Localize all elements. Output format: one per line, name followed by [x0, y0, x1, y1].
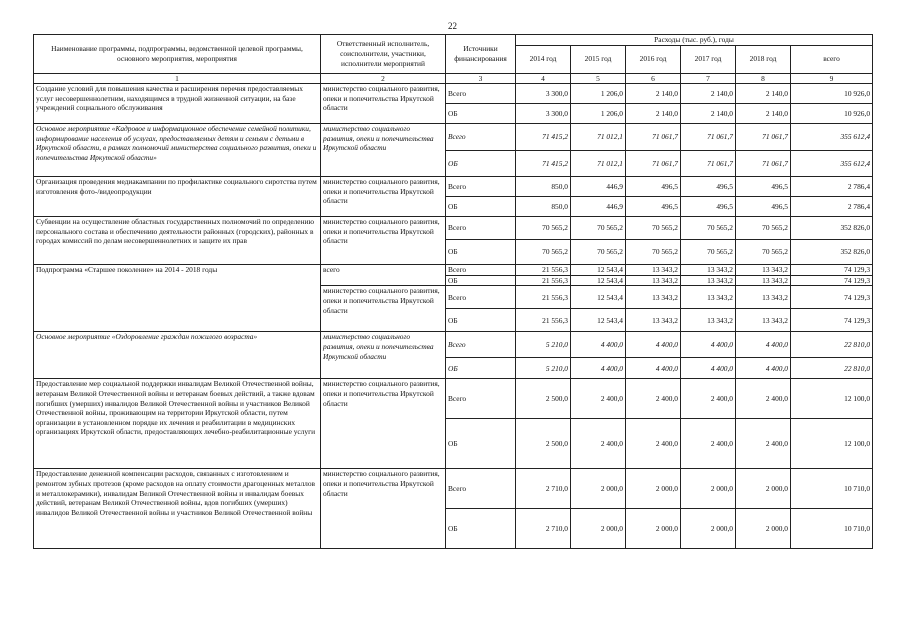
executor: министерство социального развития, опеки и попечительства Иркутской области	[321, 124, 446, 177]
column-index: 4	[516, 73, 571, 84]
executor: министерство социального развития, опеки и попечительства Иркутской области	[321, 379, 446, 469]
amount-2014: 2 500,0	[516, 379, 571, 419]
amount-2015: 2 400,0	[571, 419, 626, 469]
executor: министерство социального развития, опеки и попечительства Иркутской области	[321, 286, 446, 332]
amount-2016: 2 400,0	[626, 379, 681, 419]
amount-2018: 13 343,2	[736, 275, 791, 286]
amount-total: 355 612,4	[791, 151, 873, 177]
amount-total: 355 612,4	[791, 124, 873, 151]
column-index: 1	[34, 73, 321, 84]
amount-2018: 2 400,0	[736, 379, 791, 419]
header-name: Наименование программы, подпрограммы, ведомственной целевой программы, основного мероприятия, мероприятия	[34, 35, 321, 74]
amount-total: 22 810,0	[791, 358, 873, 379]
amount-2014: 2 710,0	[516, 469, 571, 509]
amount-2015: 4 400,0	[571, 332, 626, 358]
amount-2016: 4 400,0	[626, 358, 681, 379]
amount-2017: 496,5	[681, 197, 736, 217]
amount-2016: 70 565,2	[626, 217, 681, 240]
amount-2014: 21 556,3	[516, 286, 571, 309]
header-total: всего	[791, 45, 873, 73]
amount-2015: 1 206,0	[571, 104, 626, 124]
amount-2018: 71 061,7	[736, 151, 791, 177]
measure-name: Организация проведения медиакампании по профилактике социального сиротства путем изготовления фото-/видеопродукции	[34, 177, 321, 217]
amount-total: 12 100,0	[791, 419, 873, 469]
amount-2015: 2 400,0	[571, 379, 626, 419]
funding-source: Всего	[446, 265, 516, 276]
amount-2017: 13 343,2	[681, 309, 736, 332]
executor: министерство социального развития, опеки и попечительства Иркутской области	[321, 469, 446, 549]
amount-2017: 4 400,0	[681, 332, 736, 358]
measure-name: Основное мероприятие «Кадровое и информационное обеспечение семейной политики, информирование населения об услугах, предоставляемых детям и семьям с детьми в Иркутской области, в рамках полномочий министерства социального развития, опеки и попечительства Иркутской области»	[34, 124, 321, 177]
amount-2015: 12 543,4	[571, 286, 626, 309]
amount-total: 2 786,4	[791, 197, 873, 217]
amount-2015: 12 543,4	[571, 309, 626, 332]
amount-2015: 2 000,0	[571, 509, 626, 549]
funding-source: ОБ	[446, 197, 516, 217]
amount-2018: 71 061,7	[736, 124, 791, 151]
amount-total: 10 710,0	[791, 509, 873, 549]
amount-2014: 21 556,3	[516, 265, 571, 276]
amount-2014: 2 500,0	[516, 419, 571, 469]
amount-total: 74 129,3	[791, 275, 873, 286]
header-year: 2015 год	[571, 45, 626, 73]
amount-2017: 13 343,2	[681, 286, 736, 309]
subprogram-name: Подпрограмма «Старшее поколение» на 2014 - 2018 годы	[34, 265, 321, 332]
amount-total: 74 129,3	[791, 265, 873, 276]
column-index: 7	[681, 73, 736, 84]
amount-2014: 5 210,0	[516, 332, 571, 358]
table-row	[34, 177, 873, 197]
amount-2017: 496,5	[681, 177, 736, 197]
header-year: 2014 год	[516, 45, 571, 73]
amount-2018: 2 400,0	[736, 419, 791, 469]
funding-source: Всего	[446, 286, 516, 309]
header-year: 2017 год	[681, 45, 736, 73]
amount-2017: 70 565,2	[681, 217, 736, 240]
executor: министерство социального развития, опеки и попечительства Иркутской области	[321, 217, 446, 265]
page-number: 22	[448, 21, 457, 31]
column-index: 2	[321, 73, 446, 84]
amount-2014: 3 300,0	[516, 104, 571, 124]
table-row	[34, 84, 873, 104]
header-year: 2018 год	[736, 45, 791, 73]
amount-2018: 4 400,0	[736, 332, 791, 358]
amount-2016: 2 140,0	[626, 84, 681, 104]
column-index: 5	[571, 73, 626, 84]
amount-total: 352 826,0	[791, 240, 873, 265]
executor: министерство социального развития, опеки и попечительства Иркутской области	[321, 84, 446, 124]
executor: министерство социального развития, опеки и попечительства Иркутской области	[321, 332, 446, 379]
amount-total: 10 926,0	[791, 104, 873, 124]
amount-2014: 850,0	[516, 177, 571, 197]
table-row	[34, 124, 873, 151]
amount-total: 10 926,0	[791, 84, 873, 104]
funding-source: ОБ	[446, 104, 516, 124]
amount-2017: 4 400,0	[681, 358, 736, 379]
amount-2018: 70 565,2	[736, 240, 791, 265]
header-year: 2016 год	[626, 45, 681, 73]
amount-2015: 71 012,1	[571, 151, 626, 177]
amount-total: 74 129,3	[791, 309, 873, 332]
amount-total: 74 129,3	[791, 286, 873, 309]
amount-2017: 2 000,0	[681, 469, 736, 509]
amount-total: 22 810,0	[791, 332, 873, 358]
amount-2016: 2 000,0	[626, 509, 681, 549]
amount-2014: 2 710,0	[516, 509, 571, 549]
funding-source: ОБ	[446, 240, 516, 265]
amount-2015: 1 206,0	[571, 84, 626, 104]
amount-2017: 70 565,2	[681, 240, 736, 265]
amount-2015: 446,9	[571, 177, 626, 197]
funding-source: Всего	[446, 332, 516, 358]
amount-2017: 2 140,0	[681, 104, 736, 124]
amount-2017: 13 343,2	[681, 275, 736, 286]
measure-name: Предоставление денежной компенсации расходов, связанных с изготовлением и ремонтом зубных протезов (кроме расходов на оплату стоимости драгоценных металлов и металлокерамики), инвалидам Великой Отечественной войны и инвалидам боевых действий, ветеранам Великой Отечественной войны, вдов погибших (умерших) инвалидов Великой Отечественной войны и участников Великой Отечественной войны	[34, 469, 321, 549]
amount-2015: 12 543,4	[571, 275, 626, 286]
funding-source: Всего	[446, 469, 516, 509]
measure-name: Предоставление мер социальной поддержки инвалидам Великой Отечественной войны, ветеранам Великой Отечественной войны и ветеранам боевых действий, а также вдовам погибших (умерших) инвалидов Великой Отечественной войны и участников Великой Отечественной войны, проживающим на территории Иркутской области, путем организации в установленном порядке их лечения и реабилитации в медицинских организациях Иркутской области, предоставляющих лечебно-реабилитационные услуги	[34, 379, 321, 469]
amount-2017: 2 000,0	[681, 509, 736, 549]
funding-source: ОБ	[446, 509, 516, 549]
amount-2017: 2 400,0	[681, 419, 736, 469]
funding-source: Всего	[446, 84, 516, 104]
funding-source: ОБ	[446, 358, 516, 379]
column-index: 9	[791, 73, 873, 84]
amount-2016: 496,5	[626, 197, 681, 217]
amount-total: 12 100,0	[791, 379, 873, 419]
funding-source: Всего	[446, 124, 516, 151]
amount-2015: 71 012,1	[571, 124, 626, 151]
amount-2014: 71 415,2	[516, 124, 571, 151]
amount-2018: 2 000,0	[736, 509, 791, 549]
amount-2018: 2 140,0	[736, 84, 791, 104]
funding-source: ОБ	[446, 275, 516, 286]
header-executor: Ответственный исполнитель, соисполнители, участники, исполнители мероприятий	[321, 35, 446, 74]
amount-2016: 71 061,7	[626, 151, 681, 177]
amount-2018: 496,5	[736, 177, 791, 197]
executor: всего	[321, 265, 446, 286]
table-row	[34, 379, 873, 419]
expenses-table	[33, 34, 873, 549]
column-index: 8	[736, 73, 791, 84]
amount-2016: 71 061,7	[626, 124, 681, 151]
amount-2016: 13 343,2	[626, 265, 681, 276]
amount-total: 2 786,4	[791, 177, 873, 197]
amount-2018: 2 000,0	[736, 469, 791, 509]
amount-2014: 3 300,0	[516, 84, 571, 104]
amount-2015: 2 000,0	[571, 469, 626, 509]
amount-2015: 12 543,4	[571, 265, 626, 276]
amount-2016: 70 565,2	[626, 240, 681, 265]
amount-2014: 5 210,0	[516, 358, 571, 379]
amount-total: 10 710,0	[791, 469, 873, 509]
amount-2017: 2 140,0	[681, 84, 736, 104]
measure-name: Основное мероприятие «Оздоровление граждан пожилого возраста»	[34, 332, 321, 379]
funding-source: ОБ	[446, 151, 516, 177]
amount-2014: 21 556,3	[516, 309, 571, 332]
amount-2016: 2 400,0	[626, 419, 681, 469]
amount-2015: 446,9	[571, 197, 626, 217]
funding-source: ОБ	[446, 419, 516, 469]
amount-2018: 4 400,0	[736, 358, 791, 379]
amount-2018: 13 343,2	[736, 309, 791, 332]
amount-2017: 71 061,7	[681, 124, 736, 151]
amount-2018: 70 565,2	[736, 217, 791, 240]
amount-2016: 2 000,0	[626, 469, 681, 509]
amount-2016: 496,5	[626, 177, 681, 197]
amount-2015: 70 565,2	[571, 217, 626, 240]
column-index-row	[34, 73, 873, 84]
amount-2018: 496,5	[736, 197, 791, 217]
amount-2017: 13 343,2	[681, 265, 736, 276]
header-expenses: Расходы (тыс. руб.), годы	[516, 35, 873, 46]
amount-2014: 71 415,2	[516, 151, 571, 177]
funding-source: Всего	[446, 217, 516, 240]
amount-2016: 2 140,0	[626, 104, 681, 124]
column-index: 3	[446, 73, 516, 84]
amount-2014: 70 565,2	[516, 240, 571, 265]
amount-2015: 70 565,2	[571, 240, 626, 265]
amount-2018: 13 343,2	[736, 286, 791, 309]
column-index: 6	[626, 73, 681, 84]
table-row	[34, 217, 873, 240]
amount-2016: 13 343,2	[626, 309, 681, 332]
funding-source: ОБ	[446, 309, 516, 332]
amount-2017: 2 400,0	[681, 379, 736, 419]
amount-2015: 4 400,0	[571, 358, 626, 379]
amount-2016: 13 343,2	[626, 275, 681, 286]
measure-name: Создание условий для повышения качества и расширения перечня предоставляемых услуг несовершеннолетним, находящимся в трудной жизненной ситуации, на базе учреждений социального обслуживания	[34, 84, 321, 124]
measure-name: Субвенции на осуществление областных государственных полномочий по определению персонального состава и обеспечению деятельности районных (городских), районных в городах комиссий по делам несовершеннолетних и защите их прав	[34, 217, 321, 265]
amount-2016: 13 343,2	[626, 286, 681, 309]
amount-2018: 2 140,0	[736, 104, 791, 124]
amount-total: 352 826,0	[791, 217, 873, 240]
amount-2016: 4 400,0	[626, 332, 681, 358]
table-row	[34, 469, 873, 509]
executor: министерство социального развития, опеки и попечительства Иркутской области	[321, 177, 446, 217]
amount-2014: 21 556,3	[516, 275, 571, 286]
table-row	[34, 332, 873, 358]
header-source: Источники финансирования	[446, 35, 516, 74]
amount-2014: 70 565,2	[516, 217, 571, 240]
amount-2017: 71 061,7	[681, 151, 736, 177]
amount-2014: 850,0	[516, 197, 571, 217]
amount-2018: 13 343,2	[736, 265, 791, 276]
table-row	[34, 265, 873, 276]
funding-source: Всего	[446, 177, 516, 197]
funding-source: Всего	[446, 379, 516, 419]
